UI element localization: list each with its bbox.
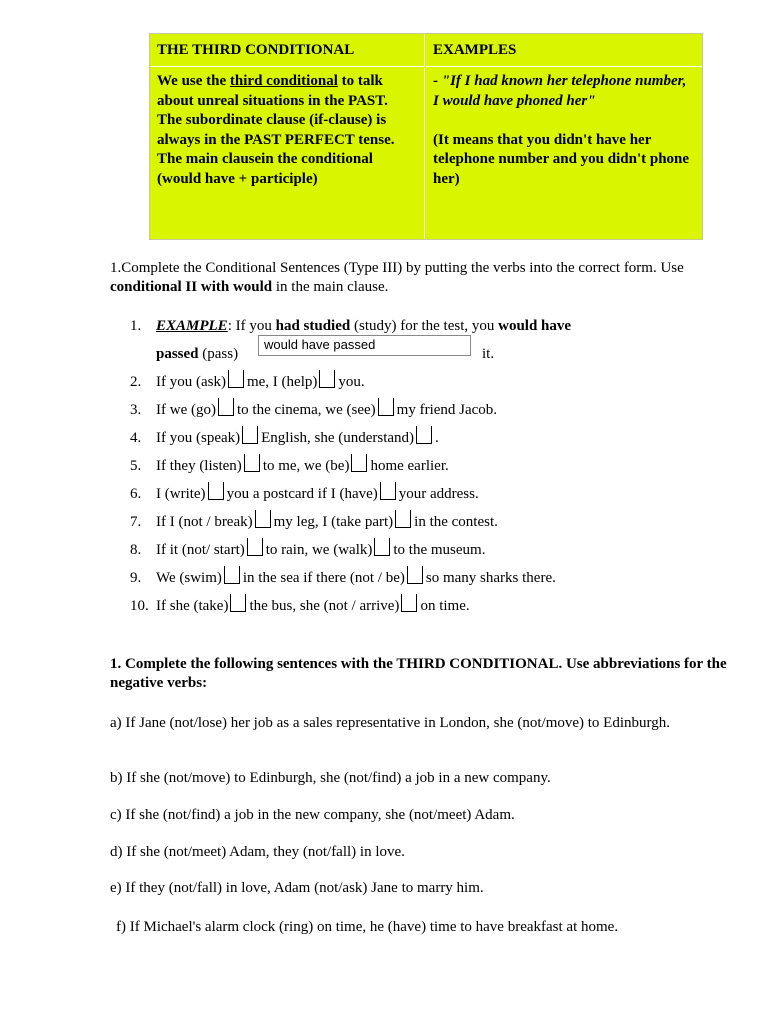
answer-field[interactable] [378,398,394,416]
item-text: in the contest. [414,514,498,530]
item-text: English, she (understand) [261,430,415,446]
item-number: 9. [130,570,142,586]
item-text: If we (go) [156,402,216,418]
list-item [130,510,740,532]
instr-text-c: in the main clause. [272,279,389,295]
list-item [130,566,740,588]
answer-field[interactable] [416,426,432,444]
example-text: (pass) [198,346,239,362]
item-text: to me, we (be) [262,458,350,474]
answer-field[interactable] [244,454,260,472]
answer-field[interactable] [351,454,367,472]
example-text [426,68,702,239]
item-number: 7. [130,514,142,530]
item-text: to the cinema, we (see) [236,402,376,418]
example-answer-field[interactable]: would have passed [258,335,471,356]
item-number: 1. [130,318,142,334]
answer-field[interactable] [395,510,411,528]
item-text: We (swim) [156,570,222,586]
table-header-right: EXAMPLES [426,34,702,67]
item-text: If I (not / break) [156,514,253,530]
sentence-e: e) If they (not/fall) in love, Adam (not/ask) Jane to marry him. [110,880,484,896]
item-text: If you (ask) [156,374,226,390]
instr-text-bold: conditional II with would [110,279,273,295]
list-item [130,454,740,476]
example-bold: would have [498,318,572,334]
instr-text-a: 1.Complete the Conditional Sentences (Type III) by putting the verbs into the correct form. Use [110,260,684,276]
example-bold: passed [156,346,199,362]
example-meaning: (It means that you didn't have her telephone number and you didn't phone her) [433,131,690,187]
answer-field[interactable] [407,566,423,584]
item-number: 2. [130,374,142,390]
list-item [130,482,740,504]
answer-field[interactable] [380,482,396,500]
sentence-c: c) If she (not/find) a job in the new company, she (not/meet) Adam. [110,807,515,823]
item-text: me, I (help) [246,374,318,390]
sentence-f: f) If Michael's alarm clock (ring) on time, he (have) time to have breakfast at home. [116,919,619,935]
item-text: home earlier. [370,458,449,474]
answer-field[interactable] [401,594,417,612]
item-number: 10. [130,598,149,614]
example-tail: it. [482,346,495,362]
exercise1-instructions [110,259,730,297]
answer-field[interactable] [242,426,258,444]
rule-text-c: to talk about unreal situations in the PAST. [157,73,388,109]
list-item [130,538,740,560]
list-item [130,594,740,616]
answer-field[interactable] [319,370,335,388]
item-text: I (write) [156,486,206,502]
item-text: you. [338,374,365,390]
item-text: you a postcard if I (have) [226,486,378,502]
answer-field[interactable] [208,482,224,500]
list-item [130,398,740,420]
example-bold: had studied [275,318,351,334]
item-text: If it (not/ start) [156,542,245,558]
answer-field[interactable] [255,510,271,528]
item-text: so many sharks there. [425,570,556,586]
exercise2-instructions: 1. Complete the following sentences with the THIRD CONDITIONAL. Use abbreviations for the negative verbs: [110,656,727,691]
rule-table [149,33,703,240]
answer-field[interactable] [228,370,244,388]
rule-text-a: We use the [157,73,230,89]
item-text: the bus, she (not / arrive) [249,598,400,614]
sentence-b: b) If she (not/move) to Edinburgh, she (not/find) a job in a new company. [110,770,551,786]
item-text: your address. [398,486,479,502]
example-label: EXAMPLE [156,318,228,334]
item-number: 8. [130,542,142,558]
example-text: (study) for the test, you [350,318,499,334]
list-item [130,426,740,448]
example-quote: "If I had known her telephone number, I would have phoned her" [433,73,687,109]
item-number: 6. [130,486,142,502]
item-text: in the sea if there (not / be) [242,570,405,586]
example-text: : If you [227,318,276,334]
answer-field[interactable] [374,538,390,556]
answer-field[interactable] [230,594,246,612]
answer-field[interactable] [247,538,263,556]
item-text: If they (listen) [156,458,242,474]
answer-field[interactable] [224,566,240,584]
example-item-line1 [130,315,740,337]
item-number: 4. [130,430,142,446]
item-text: my leg, I (take part) [273,514,394,530]
sentence-a: a) If Jane (not/lose) her job as a sales representative in London, she (not/move) to Edinburgh. [110,715,670,731]
rule-text [150,68,425,239]
item-text: on time. [420,598,470,614]
list-item [130,370,740,392]
item-number: 5. [130,458,142,474]
item-text: If she (take) [156,598,229,614]
rule-text-2: The subordinate clause (if-clause) is always in the PAST PERFECT tense. The main clausein the conditional (would have + participle) [157,112,395,187]
rule-text-underlined: third conditional [229,73,338,89]
item-text: my friend Jacob. [396,402,498,418]
answer-field[interactable] [218,398,234,416]
item-number: 3. [130,402,142,418]
item-text: . [435,430,439,446]
item-text: to the museum. [393,542,486,558]
item-text: to rain, we (walk) [265,542,373,558]
example-dash: - [433,73,442,89]
table-header-left: THE THIRD CONDITIONAL [150,34,425,67]
item-text: If you (speak) [156,430,241,446]
sentence-d: d) If she (not/meet) Adam, they (not/fall) in love. [110,844,405,860]
